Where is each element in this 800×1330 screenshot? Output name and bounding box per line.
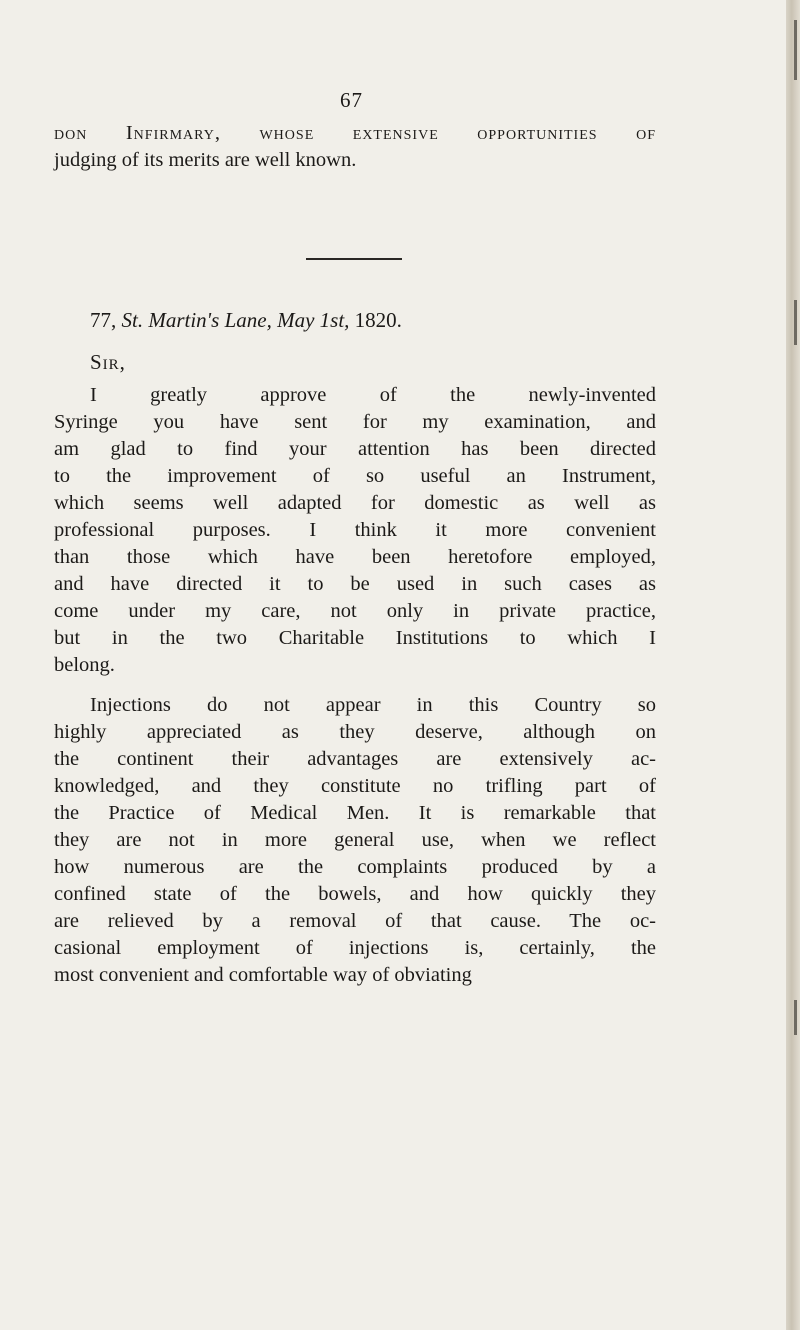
- p2-line: the Practice of Medical Men. It is remarkable that: [54, 802, 656, 824]
- p2-line: knowledged, and they constitute no trifling part of: [54, 775, 656, 797]
- p2-line: they are not in more general use, when we reflect: [54, 829, 656, 851]
- p2-line: confined state of the bowels, and how quickly they: [54, 883, 656, 905]
- dateline-year: 1820.: [354, 308, 402, 332]
- p1-line: am glad to find your attention has been directed: [54, 438, 656, 460]
- edge-mark: [794, 1000, 797, 1035]
- p1-line: I greatly approve of the newly-invented: [90, 384, 656, 406]
- p1-line: professional purposes. I think it more convenient: [54, 519, 656, 541]
- p1-line: belong.: [54, 654, 115, 676]
- page-number: 67: [340, 88, 363, 112]
- edge-mark: [794, 20, 797, 80]
- page-binding-edge: [786, 0, 800, 1330]
- header-paragraph: [54, 120, 656, 174]
- letter-paragraph-1: [54, 382, 656, 679]
- dateline-street: St. Martin's Lane,: [121, 308, 272, 332]
- letter-salutation: Sir,: [90, 350, 126, 374]
- dateline-date: May 1st,: [277, 308, 350, 332]
- p1-line: come under my care, not only in private practice,: [54, 600, 656, 622]
- p1-line: but in the two Charitable Institutions to which I: [54, 627, 656, 649]
- p2-line: the continent their advantages are extensively ac-: [54, 748, 656, 770]
- p2-line: most convenient and comfortable way of obviating: [54, 964, 472, 986]
- header-line-1: [54, 120, 656, 147]
- p1-line: than those which have been heretofore employed,: [54, 546, 656, 568]
- section-divider-rule: [306, 258, 402, 260]
- edge-mark: [794, 300, 797, 345]
- p1-line: to the improvement of so useful an Instrument,: [54, 465, 656, 487]
- p1-line: and have directed it to be used in such cases as: [54, 573, 656, 595]
- dateline-number: 77,: [90, 308, 117, 332]
- header-line-2: judging of its merits are well known.: [54, 149, 357, 171]
- p2-line: are relieved by a removal of that cause. The oc-: [54, 910, 656, 932]
- p2-line: casional employment of injections is, certainly, the: [54, 937, 656, 959]
- letter-dateline: [90, 308, 660, 333]
- p1-line: Syringe you have sent for my examination, and: [54, 411, 656, 433]
- p1-line: which seems well adapted for domestic as well as: [54, 492, 656, 514]
- p2-line: Injections do not appear in this Country so: [90, 694, 656, 716]
- p2-line: highly appreciated as they deserve, although on: [54, 721, 656, 743]
- letter-paragraph-2: [54, 692, 656, 989]
- p2-line: how numerous are the complaints produced by a: [54, 856, 656, 878]
- header-line-1-text: don Infirmary, whose extensive opportunities of: [54, 122, 656, 144]
